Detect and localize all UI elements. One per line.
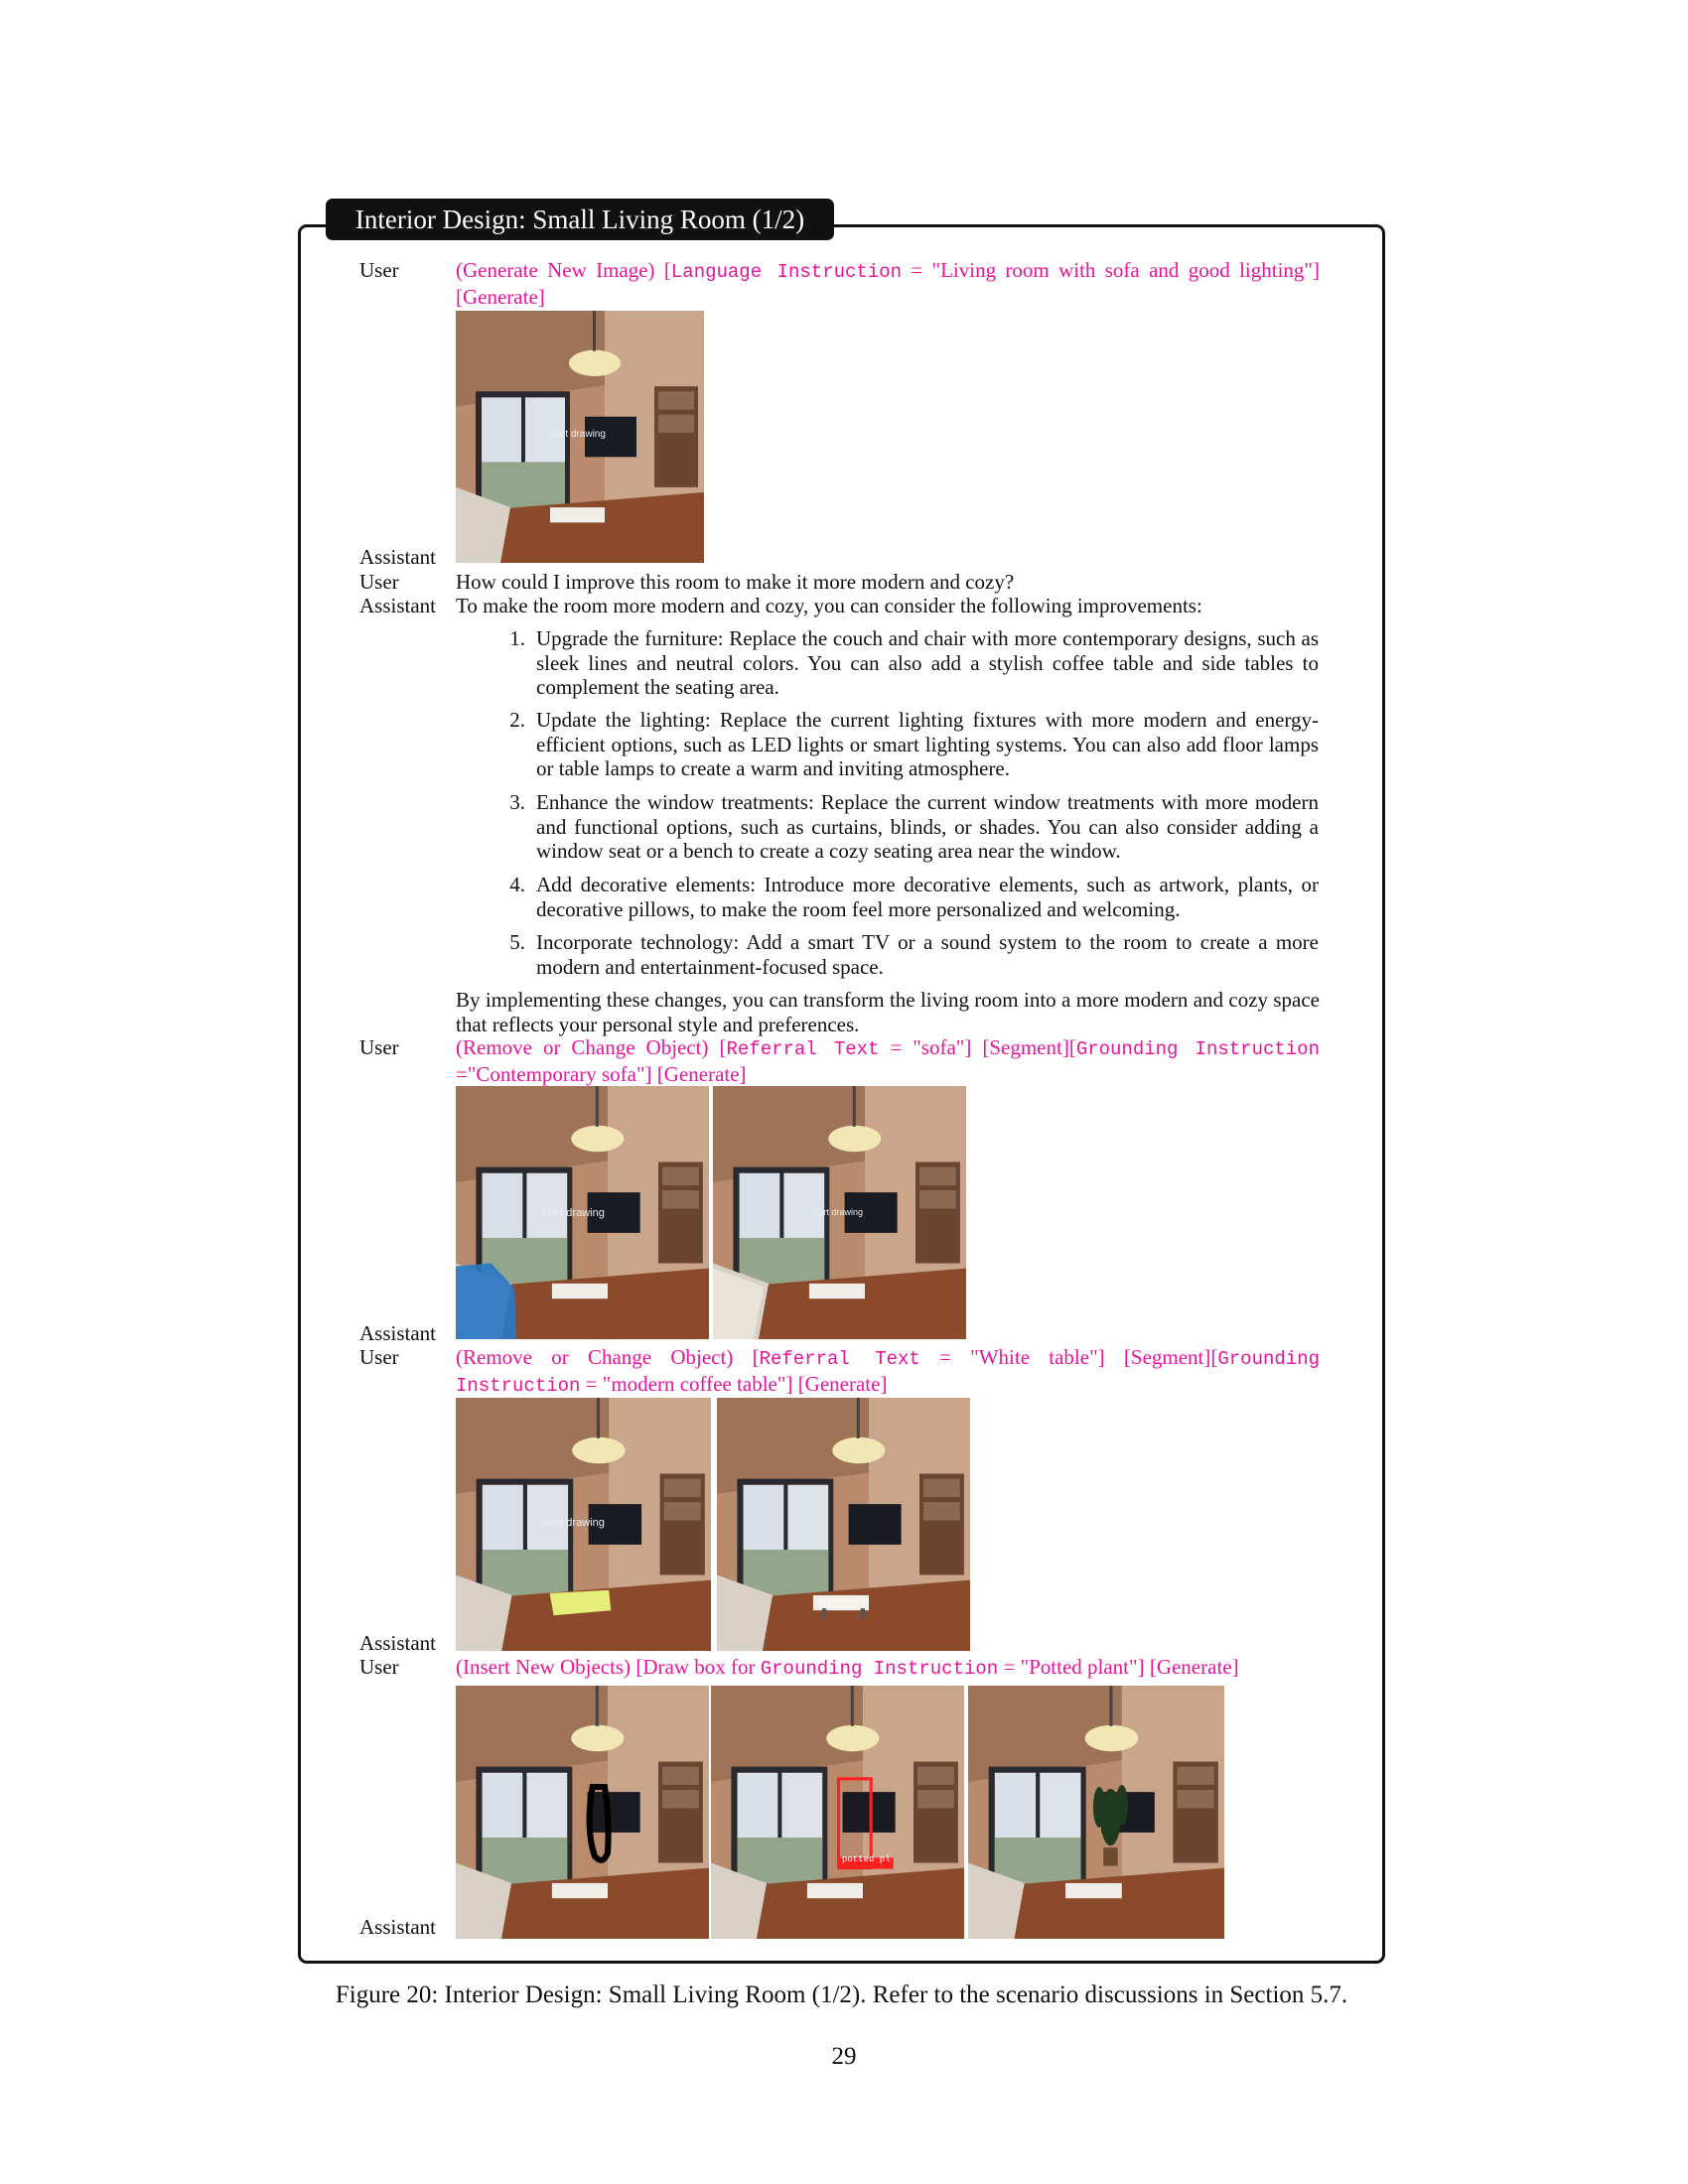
- watermark-text: Start drawing: [540, 1207, 605, 1219]
- role-user: User: [359, 570, 399, 594]
- user-command: [456, 258, 1320, 309]
- potted-plant-result-image: [968, 1686, 1224, 1939]
- watermark-text: Start drawing: [540, 1517, 605, 1529]
- command-keyword: Grounding Instruction: [1075, 1038, 1320, 1060]
- command-text: (Remove or Change Object) [: [456, 1035, 727, 1059]
- command-text: ="Contemporary sofa"] [Generate]: [456, 1061, 747, 1086]
- assistant-intro: To make the room more modern and cozy, you can consider the following improvements:: [456, 594, 1202, 617]
- command-keyword: Referral Text: [759, 1348, 920, 1370]
- command-text: = "White table"] [Segment][: [919, 1345, 1218, 1369]
- role-assistant: Assistant: [359, 1631, 437, 1655]
- list-text: Add decorative elements: Introduce more decorative elements, such as artwork, plants, or decorative pillows, to make the room feel more personalized and welcoming.: [536, 873, 1319, 921]
- list-number: 4.: [509, 873, 525, 896]
- command-text: = "Potted plant"] [Generate]: [998, 1655, 1239, 1679]
- modern-coffee-table-image: [717, 1398, 970, 1651]
- user-command: [456, 1345, 1320, 1398]
- contemporary-sofa-image: [713, 1086, 966, 1339]
- role-assistant: Assistant: [359, 1915, 437, 1939]
- command-text: (Remove or Change Object) [: [456, 1345, 760, 1369]
- user-command: [456, 1655, 1320, 1682]
- list-text: Incorporate technology: Add a smart TV or a sound system to the room to create a more modern and entertainment-focused space.: [536, 930, 1319, 979]
- page-number: 29: [831, 2043, 857, 2070]
- command-keyword: Language Instruction: [670, 261, 903, 283]
- figure-caption: Figure 20: Interior Design: Small Living Room (1/2). Refer to the scenario discussions in Section 5.7.: [335, 1981, 1348, 2008]
- command-text: (Insert New Objects) [Draw box for: [456, 1655, 761, 1679]
- command-text: (Generate New Image) [: [456, 258, 671, 282]
- command-text: = "sofa"] [Segment][: [879, 1035, 1076, 1059]
- list-text: Upgrade the furniture: Replace the couch and chair with more contemporary designs, such as sleek lines and neutral colors. You can also add a stylish coffee table and side tables to complement the seating area.: [536, 626, 1319, 699]
- list-number: 2.: [509, 708, 525, 732]
- watermark-text: Start drawing: [547, 429, 606, 440]
- role-user: User: [359, 1655, 399, 1679]
- command-keyword: Grounding Instruction: [456, 1348, 1320, 1397]
- role-user: User: [359, 258, 399, 282]
- assistant-outro: By implementing these changes, you can transform the living room into a more modern and cozy space that reflects your personal style and preferences.: [456, 988, 1320, 1036]
- segmented-table-image: [456, 1398, 711, 1651]
- command-text: = "Living room with sofa and good lighting"][Generate]: [456, 258, 1320, 309]
- role-assistant: Assistant: [359, 545, 437, 569]
- bounding-box-image: [711, 1686, 964, 1939]
- user-command: [456, 1035, 1320, 1086]
- list-number: 5.: [509, 930, 525, 954]
- command-text: = "modern coffee table"] [Generate]: [580, 1371, 888, 1396]
- role-assistant: Assistant: [359, 594, 437, 617]
- panel-title: Interior Design: Small Living Room (1/2): [326, 199, 834, 240]
- list-text: Enhance the window treatments: Replace the current window treatments with more modern and functional options, such as curtains, blinds, or shades. You can also consider adding a window seat or a bench to create a cozy seating area near the window.: [536, 790, 1319, 863]
- role-user: User: [359, 1035, 399, 1059]
- command-keyword: Grounding Instruction: [760, 1658, 999, 1680]
- list-number: 3.: [509, 790, 525, 814]
- list-text: Update the lighting: Replace the current lighting fixtures with more modern and energy-efficient options, such as LED lights or smart lighting systems. You can also add floor lamps or table lamps to create a warm and inviting atmosphere.: [536, 708, 1319, 780]
- user-question: How could I improve this room to make it more modern and cozy?: [456, 570, 1015, 594]
- role-assistant: Assistant: [359, 1321, 437, 1345]
- watermark-text: Start drawing: [810, 1207, 864, 1217]
- list-number: 1.: [509, 626, 525, 650]
- drawn-sketch-image: [456, 1686, 709, 1939]
- role-user: User: [359, 1345, 399, 1369]
- segmented-sofa-image: [456, 1086, 709, 1339]
- box-label: potted pl: [842, 1854, 891, 1864]
- generated-room-image: [456, 311, 704, 563]
- command-keyword: Referral Text: [726, 1038, 880, 1060]
